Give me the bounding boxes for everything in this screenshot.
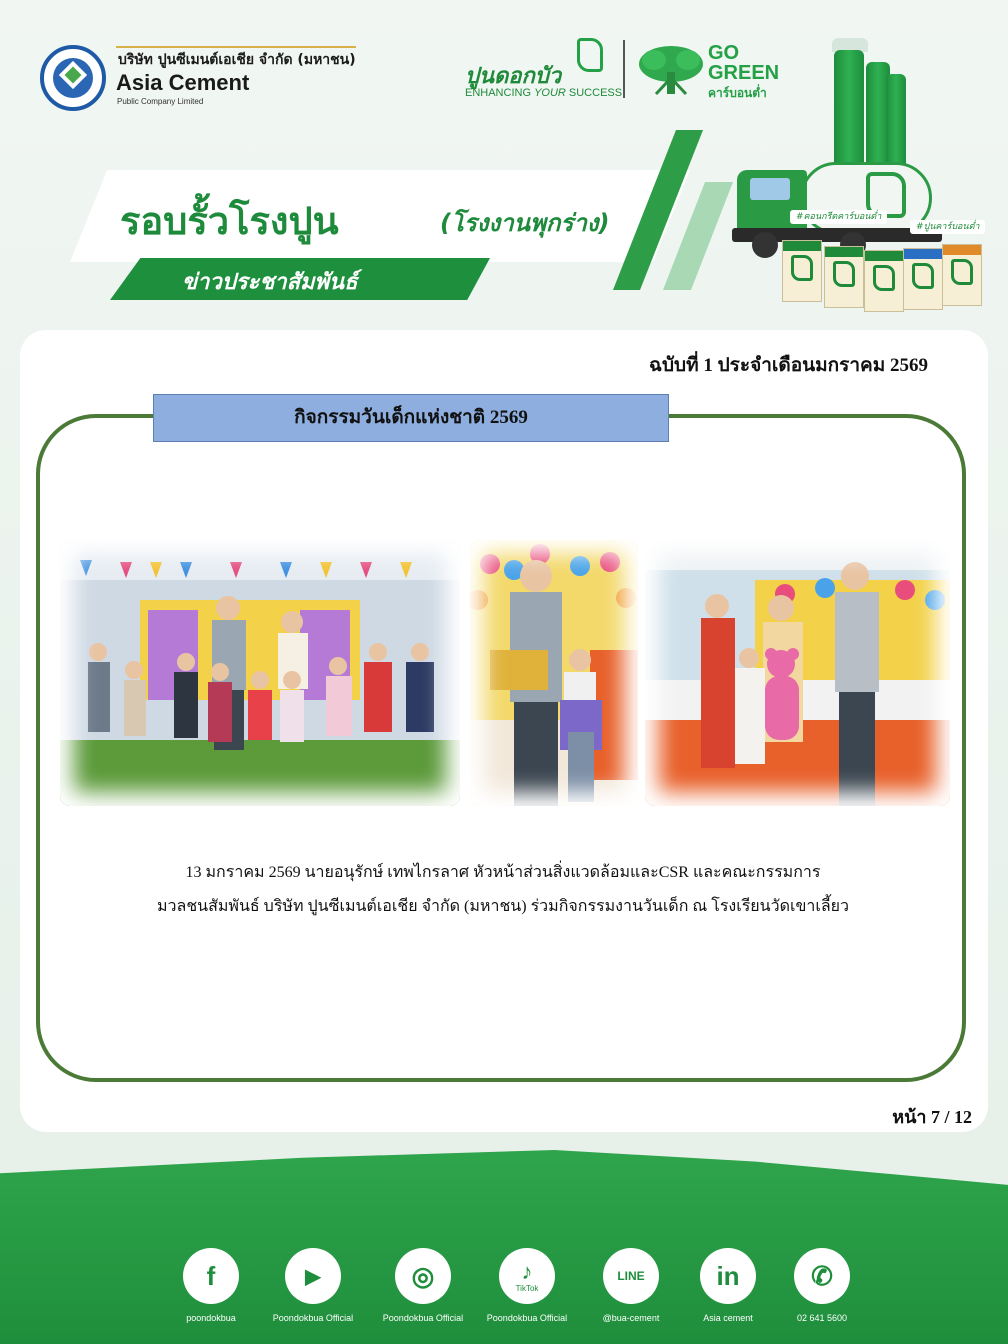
truck-window	[750, 178, 790, 200]
instagram-icon[interactable]: ◎	[395, 1248, 451, 1304]
tiktok-label[interactable]: Poondokbua Official	[486, 1313, 568, 1323]
line-label[interactable]: @bua-cement	[602, 1313, 660, 1323]
logo-divider	[116, 46, 356, 48]
truck-wheel	[752, 232, 778, 258]
facebook-icon[interactable]: f	[183, 1248, 239, 1304]
silo-icon	[886, 74, 906, 166]
cement-bag	[942, 244, 982, 306]
banner-title: รอบรั้วโรงปูน	[120, 199, 339, 243]
linkedin-label[interactable]: Asia cement	[703, 1313, 753, 1323]
line-icon[interactable]: LINE	[603, 1248, 659, 1304]
youtube-icon[interactable]: ▶	[285, 1248, 341, 1304]
tree-icon	[636, 44, 706, 96]
cement-bag	[824, 246, 864, 308]
cement-bag	[864, 250, 904, 312]
phone-icon[interactable]: ✆	[794, 1248, 850, 1304]
company-name-english: Asia Cement	[116, 70, 250, 95]
description-line-1: 13 มกราคม 2569 นายอนุรักษ์ เทพไกรลาศ หัวหน้าส่วนสิ่งแวดล้อมและCSR และคณะกรรมการ	[185, 864, 821, 881]
tag-cement: #ปูนคาร์บอนต่ำ	[910, 220, 985, 234]
tiktok-icon[interactable]: ♪ TikTok	[499, 1248, 555, 1304]
activity-title: กิจกรรมวันเด็กแห่งชาติ 2569	[153, 394, 669, 442]
youtube-label[interactable]: Poondokbua Official	[272, 1313, 354, 1323]
facebook-label[interactable]: poondokbua	[186, 1313, 236, 1323]
activity-description	[80, 856, 926, 924]
asia-cement-logo	[40, 45, 106, 111]
go-green-label: GO GREEN	[708, 42, 780, 84]
lotus-brand-icon	[577, 38, 603, 72]
low-carbon-label: คาร์บอนต่ำ	[708, 86, 767, 100]
brand-slogan: ENHANCING YOUR SUCCESS	[465, 87, 623, 99]
brand-divider	[623, 40, 625, 98]
banner-subtitle: (โรงงานพุกร่าง)	[440, 209, 610, 237]
cement-bag	[903, 248, 943, 310]
cement-bag	[782, 240, 822, 302]
news-label: ข่าวประชาสัมพันธ์	[182, 270, 358, 295]
company-name-thai: บริษัท ปูนซีเมนต์เอเชีย จำกัด (มหาชน)	[118, 52, 356, 68]
activity-photo-group	[60, 540, 460, 806]
issue-number: ฉบับที่ 1 ประจำเดือนมกราคม 2569	[649, 355, 928, 376]
tiktok-sub-label: TikTok	[515, 1284, 539, 1293]
phone-label[interactable]: 02 641 5600	[796, 1313, 848, 1323]
activity-photo-backpack	[470, 540, 638, 806]
instagram-label[interactable]: Poondokbua Official	[382, 1313, 464, 1323]
activity-photo-teddy	[645, 540, 950, 806]
description-line-2: มวลชนสัมพันธ์ บริษัท ปูนซีเมนต์เอเชีย จำกัด (มหาชน) ร่วมกิจกรรมงานวันเด็ก ณ โรงเรียนวัดเขาเลี้ยว	[156, 898, 849, 915]
page-number: หน้า 7 / 12	[892, 1107, 972, 1127]
linkedin-icon[interactable]: in	[700, 1248, 756, 1304]
tag-concrete: #คอนกรีตคาร์บอนต่ำ	[790, 210, 887, 224]
silo-icon	[834, 50, 864, 174]
company-subtitle: Public Company Limited	[117, 97, 204, 106]
poondokbua-brand: ปูนดอกบัว	[465, 64, 562, 89]
